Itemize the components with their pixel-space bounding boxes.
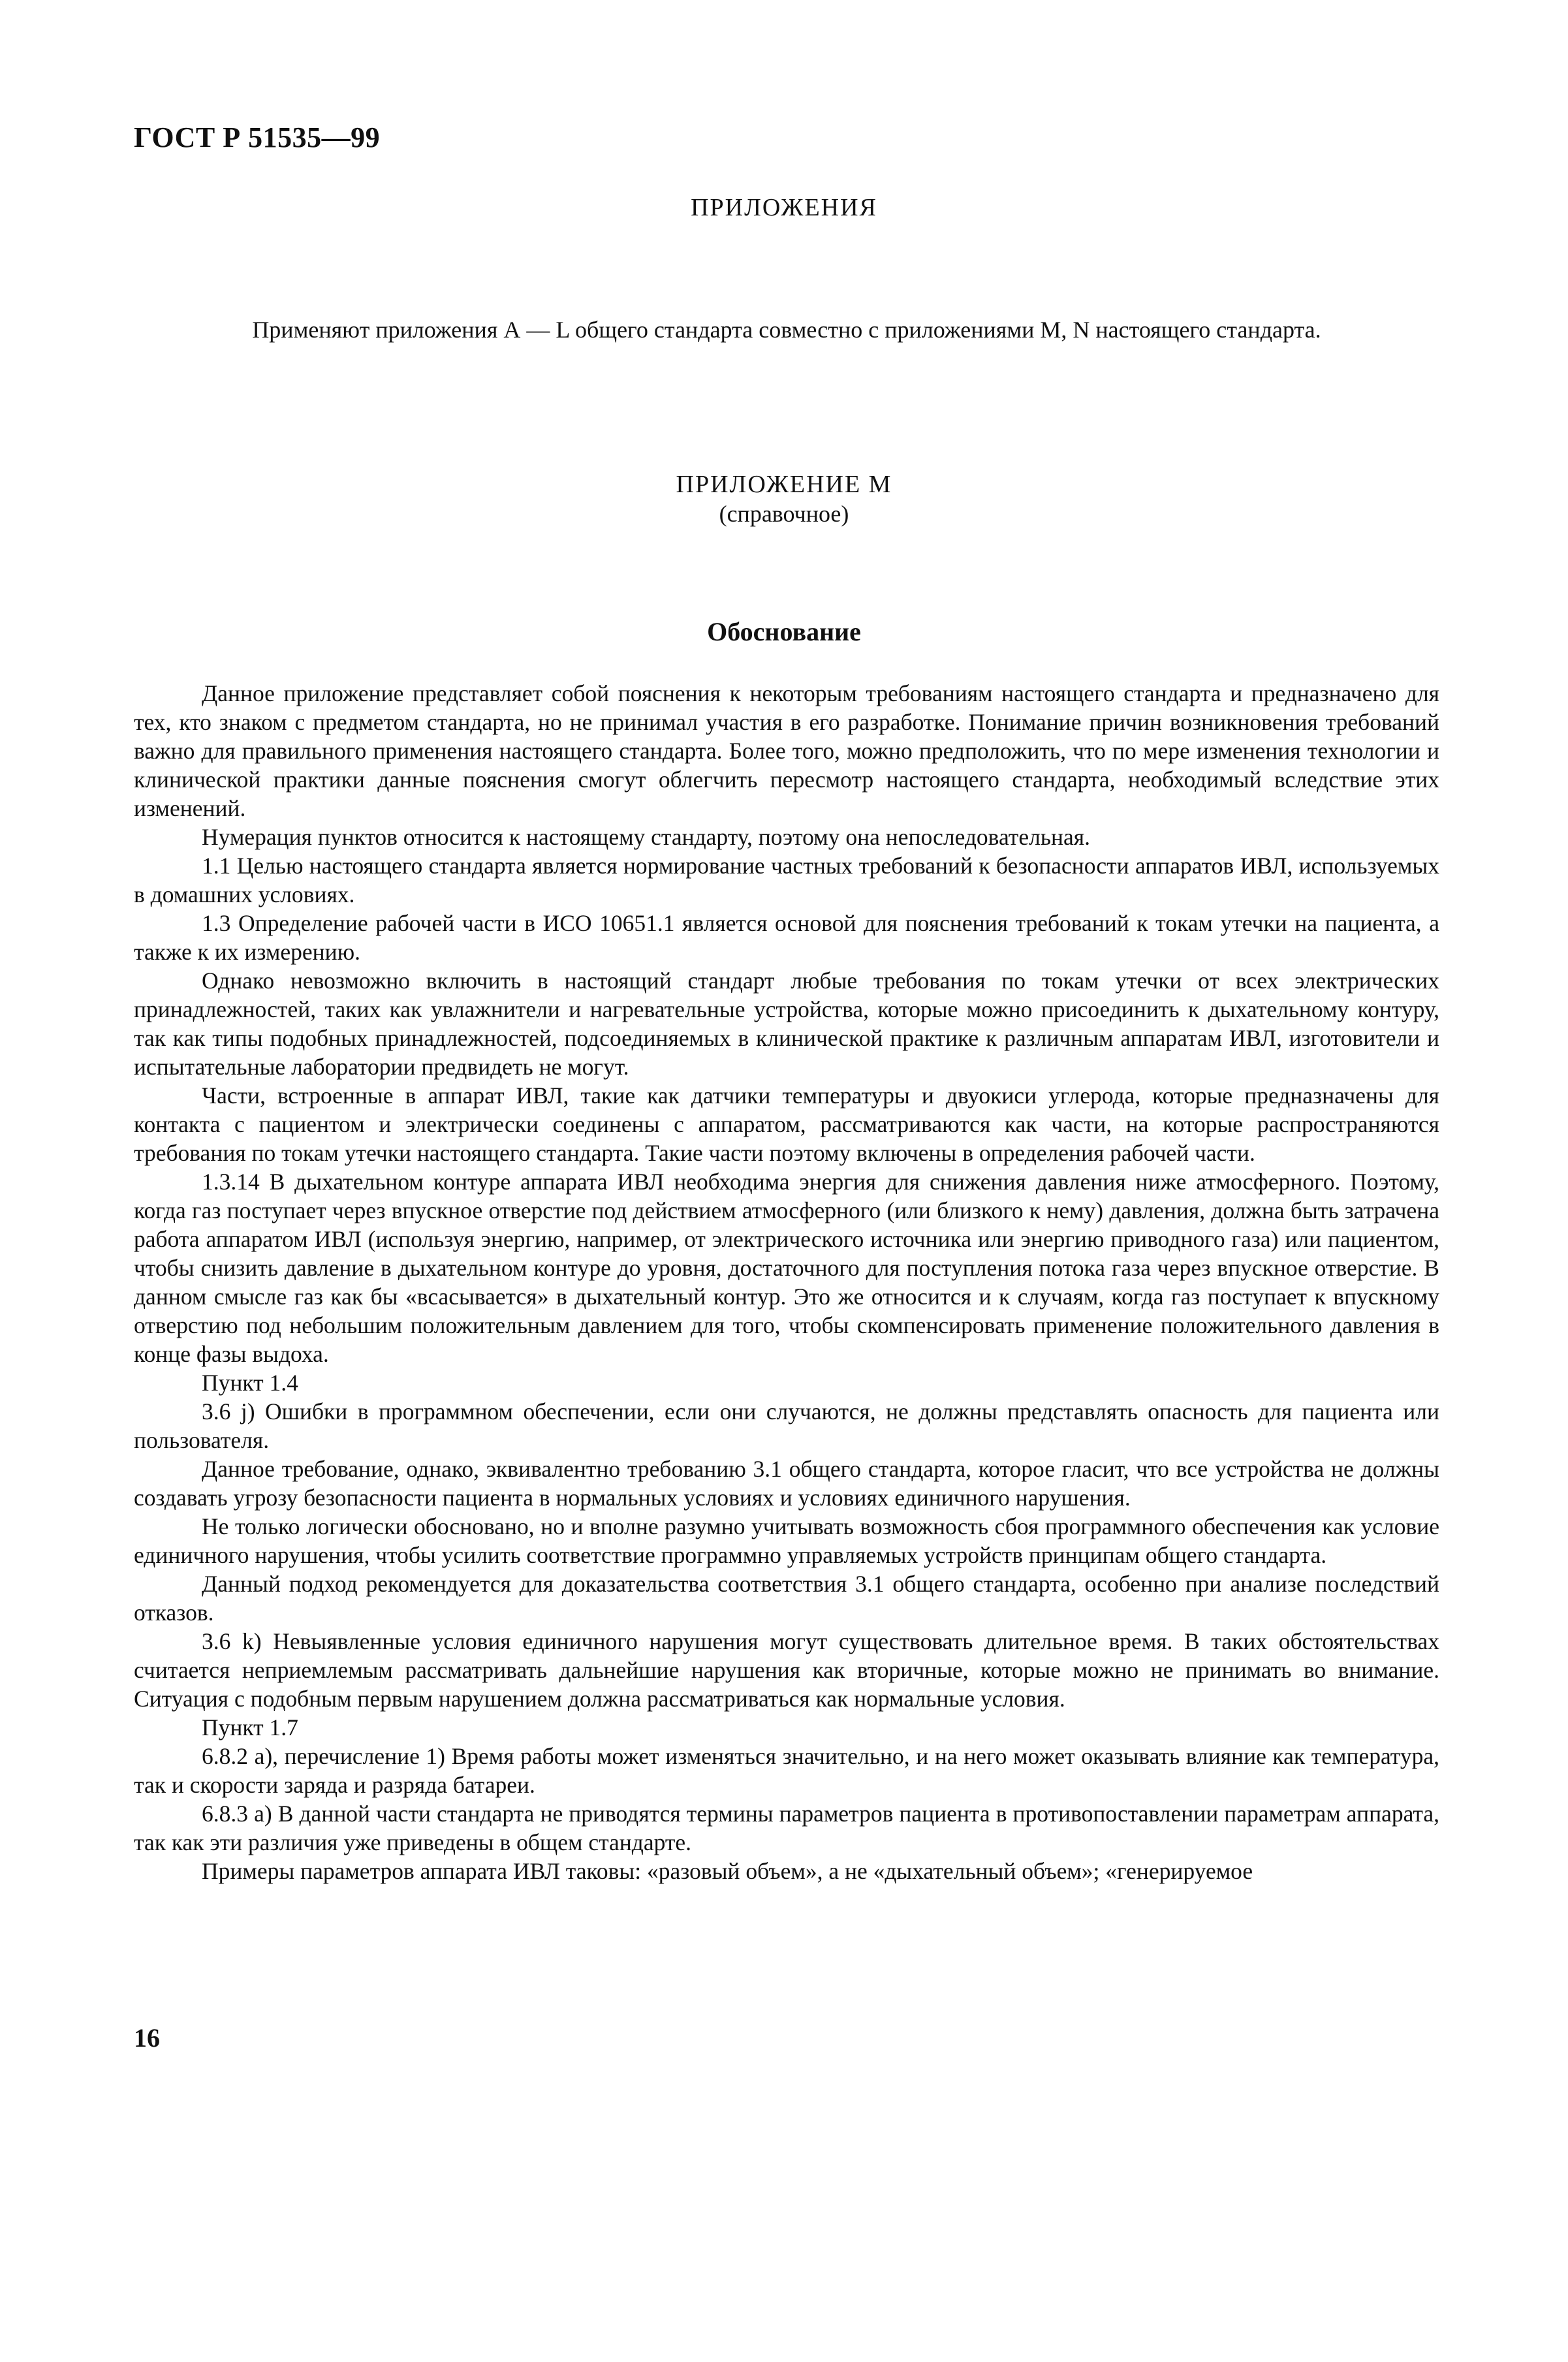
paragraph: Нумерация пунктов относится к настоящему стандарту, поэтому она непоследовательная. (202, 824, 1090, 850)
document-code: ГОСТ Р 51535—99 (134, 121, 381, 153)
paragraph: 1.1 Целью настоящего стандарта является нормирование частных требований к безопасности аппаратов ИВЛ, используемых в домашних условиях. (134, 853, 1439, 907)
paragraph: Части, встроенные в аппарат ИВЛ, такие как датчики температуры и двуокиси углерода, которые предназначены для контакта с пациентом и электрически соединены с аппаратом, рассматриваются как части, на которые распространяются требования по токам утечки настоящего стандарта. Такие части поэтому включены в определения рабочей части. (134, 1082, 1439, 1166)
paragraph: Пункт 1.7 (202, 1714, 298, 1740)
annex-note: (справочное) (719, 501, 849, 527)
annex-title: ПРИЛОЖЕНИЕ М (676, 471, 892, 498)
paragraph: 6.8.2 а), перечисление 1) Время работы может изменяться значительно, и на него может оказывать влияние как температура, так и скорости заряда и разряда батареи. (134, 1743, 1439, 1798)
paragraph: Данный подход рекомендуется для доказательства соответствия 3.1 общего стандарта, особенно при анализе последствий отказов. (134, 1571, 1439, 1626)
paragraph: Данное приложение представляет собой пояснения к некоторым требованиям настоящего стандарта и предназначено для тех, кто знаком с предметом стандарта, но не принимал участия в его разработке. Понимание причин возникновения требований важно для правильного применения настоящего стандарта. Более того, можно предположить, что по мере изменения технологии и клинической практики данные пояснения смогут облегчить пересмотр настоящего стандарта, необходимый вследствие этих изменений. (134, 680, 1439, 821)
paragraph: 3.6 j) Ошибки в программном обеспечении, если они случаются, не должны представлять опасность для пациента или пользователя. (134, 1398, 1439, 1453)
paragraph: Пункт 1.4 (202, 1370, 298, 1396)
paragraph: Данное требование, однако, эквивалентно требованию 3.1 общего стандарта, которое гласит, что все устройства не должны создавать угрозу безопасности пациента в нормальных условиях и условиях единичного нарушения. (134, 1456, 1439, 1511)
appendices-title: ПРИЛОЖЕНИЯ (691, 194, 877, 221)
paragraph: Не только логически обосновано, но и вполне разумно учитывать возможность сбоя программного обеспечения как условие единичного нарушения, чтобы усилить соответствие программно управляемых устройств принципам общего стандарта. (134, 1513, 1439, 1568)
paragraph: 1.3 Определение рабочей части в ИСО 10651.1 является основой для пояснения требований к токам утечки на пациента, а также к их измерению. (134, 910, 1439, 965)
paragraph: Однако невозможно включить в настоящий стандарт любые требования по токам утечки от всех электрических принадлежностей, таких как увлажнители и нагревательные устройства, которые можно присоединить к дыхательному контуру, так как типы подобных принадлежностей, подсоединяемых в клинической практике к различным аппаратам ИВЛ, изготовители и испытательные лаборатории предвидеть не могут. (134, 968, 1439, 1080)
paragraph: 1.3.14 В дыхательном контуре аппарата ИВЛ необходима энергия для снижения давления ниже атмосферного. Поэтому, когда газ поступает через впускное отверстие под действием атмосферного (или близкого к нему) давления, должна быть затрачена работа аппаратом ИВЛ (используя энергию, например, от электрического источника или энергию приводного газа) или пациентом, чтобы снизить давление в дыхательном контуре до уровня, достаточного для поступления потока газа через впускное отверстие. В данном смысле газ как бы «всасывается» в дыхательный контур. Это же относится и к случаям, когда газ поступает к впускному отверстию под небольшим положительным давлением для того, чтобы скомпенсировать применение положительного давления в конце фазы выдоха. (134, 1169, 1439, 1367)
paragraph: 6.8.3 а) В данной части стандарта не приводятся термины параметров пациента в противопоставлении параметрам аппарата, так как эти различия уже приведены в общем стандарте. (134, 1801, 1439, 1855)
paragraph: 3.6 k) Невыявленные условия единичного нарушения могут существовать длительное время. В таких обстоятельствах считается неприемлемым рассматривать дальнейшие нарушения как вторичные, которые можно не принимать во внимание. Ситуация с подобным первым нарушением должна рассматриваться как нормальные условия. (134, 1628, 1439, 1712)
paragraph: Примеры параметров аппарата ИВЛ таковы: «разовый объем», а не «дыхательный объем»; «генерируемое (202, 1858, 1253, 1884)
section-heading: Обоснование (707, 617, 861, 646)
page-number: 16 (134, 2023, 160, 2053)
body-text (134, 679, 1439, 1885)
appendices-apply-line: Применяют приложения А — L общего стандарта совместно с приложениями М, N настоящего стандарта. (252, 317, 1321, 343)
